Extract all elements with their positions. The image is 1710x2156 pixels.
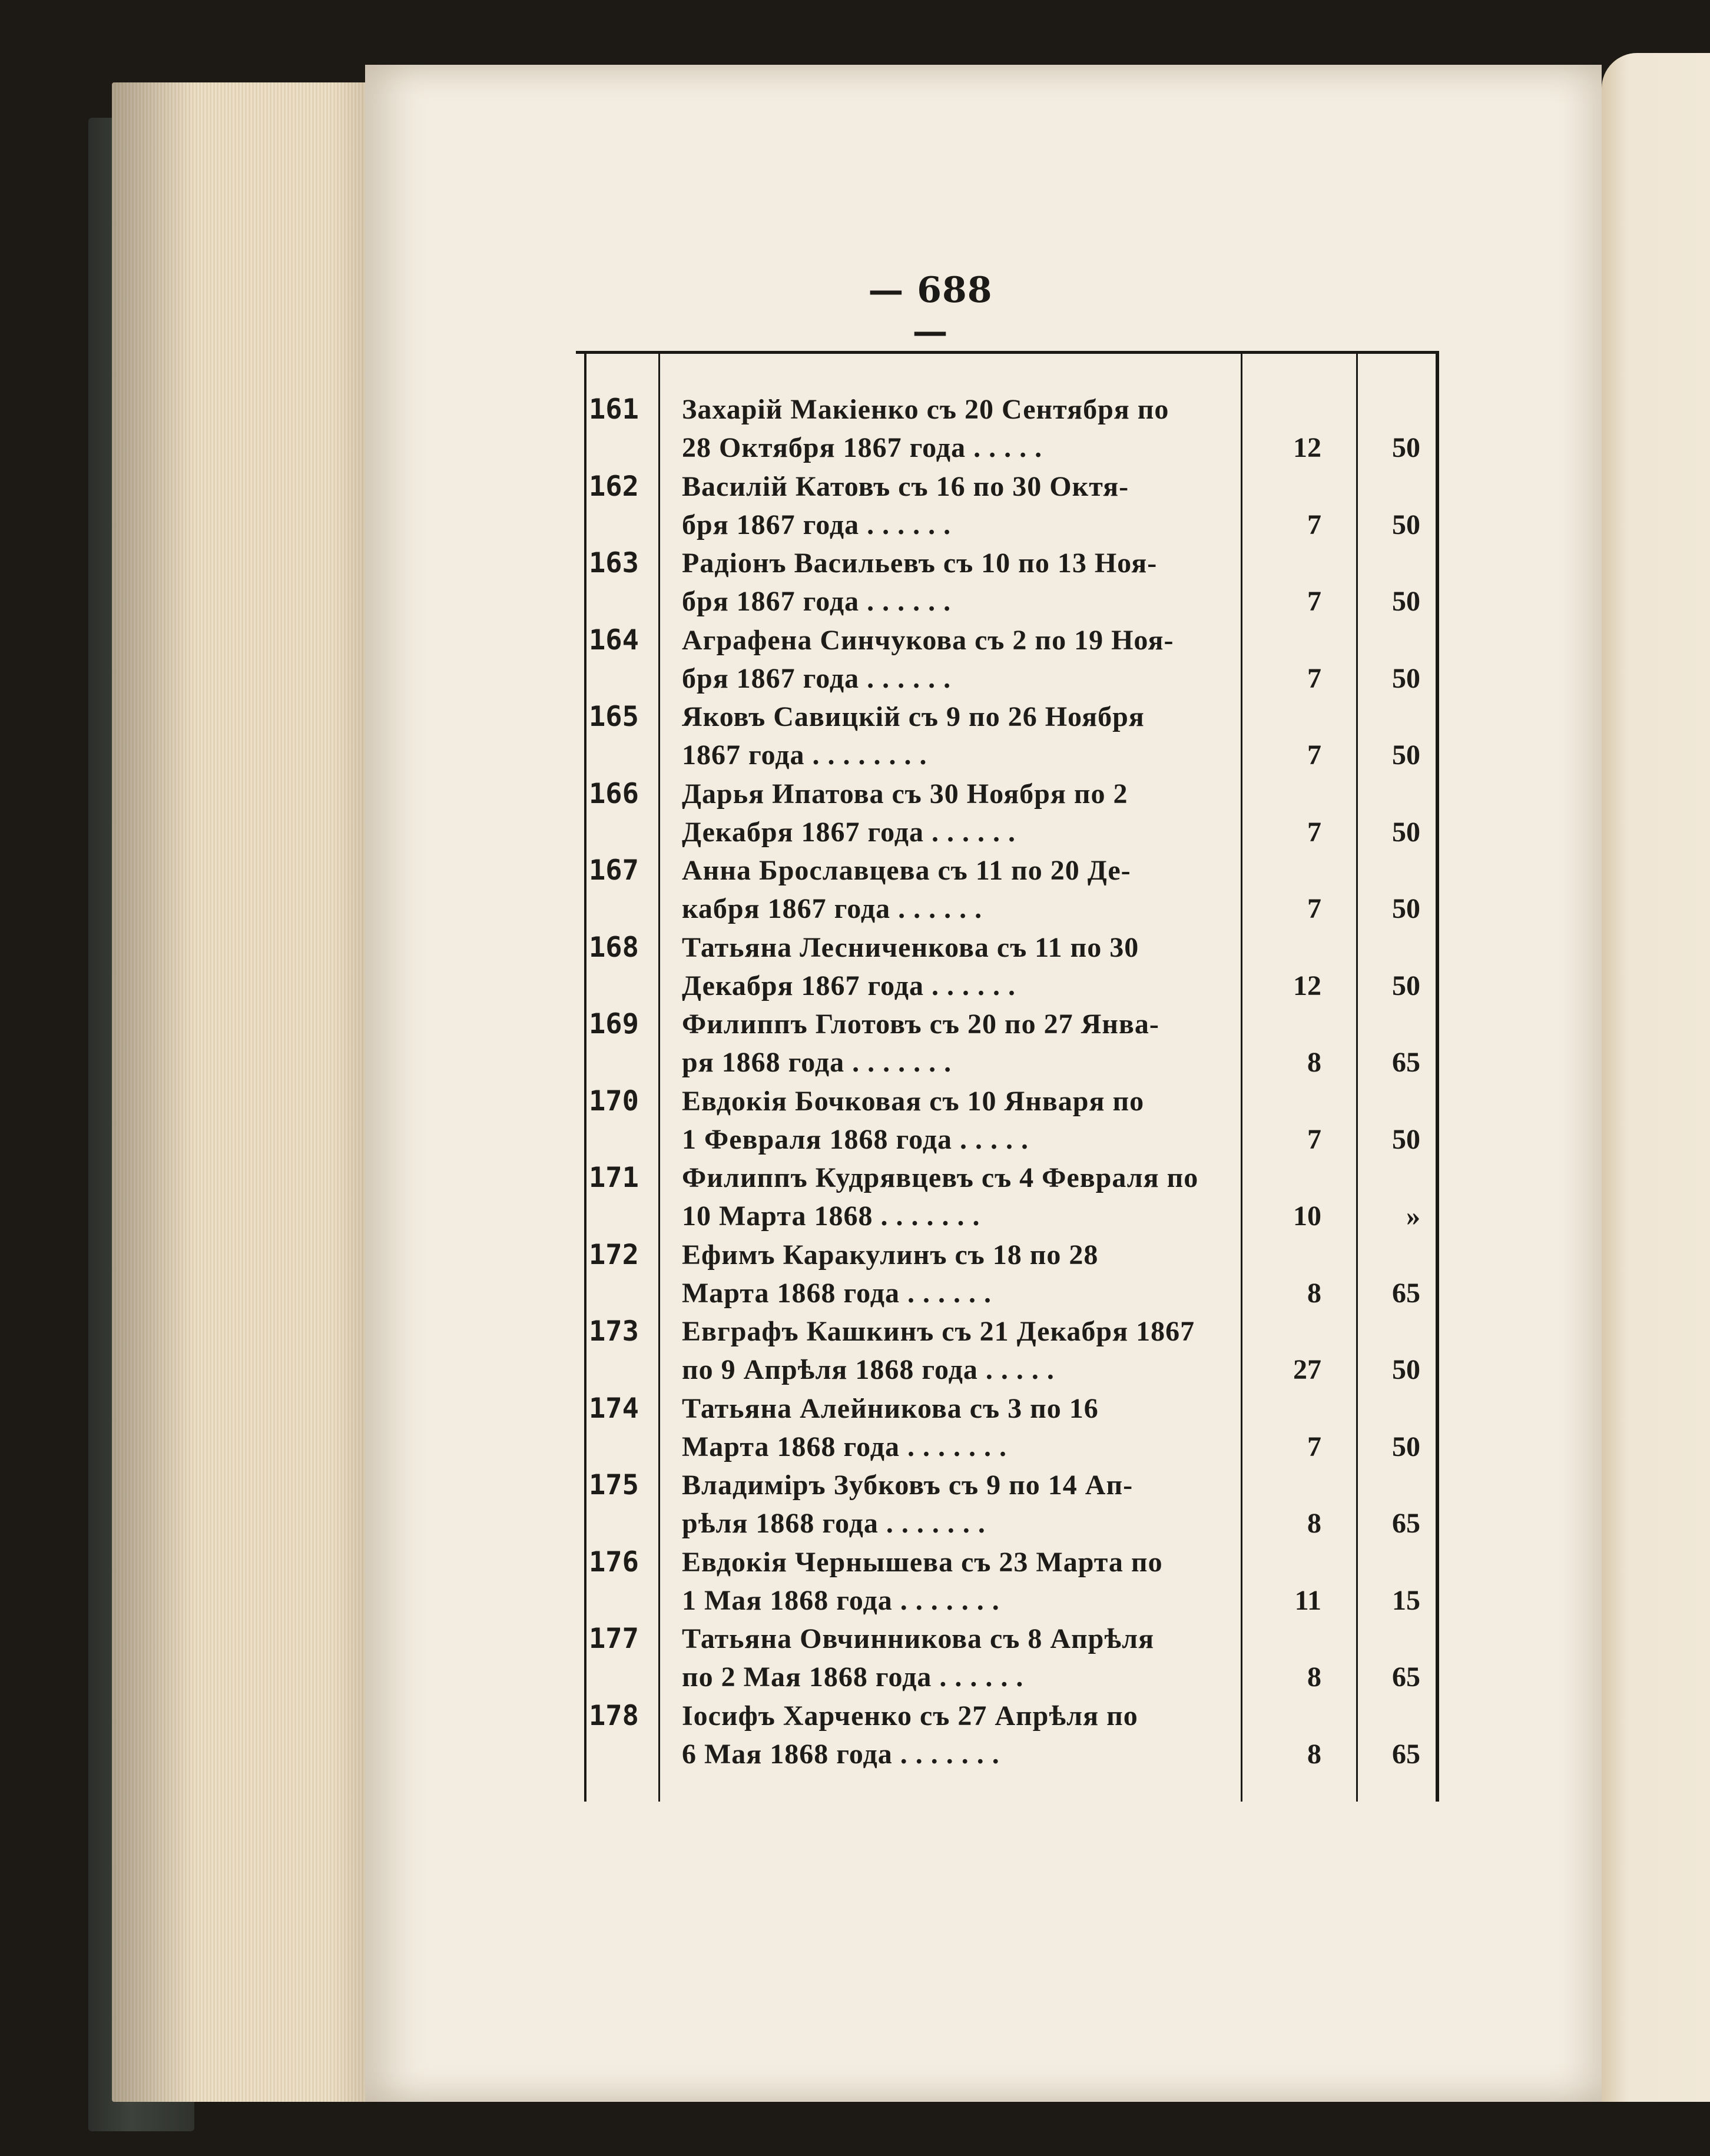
entry-rubles: 27 — [1293, 1354, 1321, 1385]
entry-number: 172 — [589, 1238, 639, 1271]
entry-text-line2: ря 1868 года . . . . . . . — [682, 1047, 952, 1078]
entry-rubles: 12 — [1293, 432, 1321, 463]
entry-rubles: 7 — [1307, 816, 1321, 848]
entry-text-line1: Евдокія Чернышева съ 23 Марта по — [682, 1546, 1163, 1578]
entry-kopecks: 50 — [1392, 816, 1420, 848]
entry-number: 176 — [589, 1545, 639, 1578]
entry-number: 166 — [589, 777, 639, 810]
entry-number: 164 — [589, 623, 639, 656]
column-rule-num — [658, 353, 660, 1802]
entry-text-line2: бря 1867 года . . . . . . — [682, 586, 952, 617]
entry-number: 175 — [589, 1469, 639, 1501]
entry-text-line2: по 9 Апрѣля 1868 года . . . . . — [682, 1354, 1055, 1385]
entry-rubles: 7 — [1307, 739, 1321, 771]
entry-kopecks: 65 — [1392, 1661, 1420, 1693]
entry-text-line1: Евграфъ Кашкинъ съ 21 Декабря 1867 — [682, 1316, 1195, 1347]
entry-text-line2: 28 Октября 1867 года . . . . . — [682, 432, 1043, 463]
entry-kopecks: 65 — [1392, 1277, 1420, 1309]
facing-page — [1602, 53, 1710, 2102]
entry-text-line2: 1 Февраля 1868 года . . . . . — [682, 1123, 1029, 1155]
entry-number: 170 — [589, 1084, 639, 1117]
entry-number: 178 — [589, 1699, 639, 1732]
entry-text-line1: Василій Катовъ съ 16 по 30 Октя- — [682, 470, 1129, 502]
entry-text-line2: кабря 1867 года . . . . . . — [682, 893, 983, 924]
entry-text-line1: Филиппъ Кудрявцевъ съ 4 Февраля по — [682, 1162, 1199, 1193]
entry-number: 173 — [589, 1315, 639, 1348]
entry-rubles: 8 — [1307, 1661, 1321, 1693]
entry-kopecks: 50 — [1392, 1354, 1420, 1385]
entry-rubles: 8 — [1307, 1508, 1321, 1539]
entry-kopecks: 65 — [1392, 1738, 1420, 1770]
entry-text-line2: бря 1867 года . . . . . . — [682, 662, 952, 694]
entry-text-line1: Филиппъ Глотовъ съ 20 по 27 Янва- — [682, 1009, 1159, 1040]
entry-text-line1: Радіонъ Васильевъ съ 10 по 13 Ноя- — [682, 548, 1158, 579]
entry-rubles: 7 — [1307, 1431, 1321, 1462]
column-rule-left — [584, 353, 586, 1802]
entry-kopecks: 65 — [1392, 1508, 1420, 1539]
entry-kopecks: 50 — [1392, 662, 1420, 694]
entry-number: 177 — [589, 1623, 639, 1655]
entry-text-line1: Татьяна Алейникова съ 3 по 16 — [682, 1392, 1099, 1424]
entry-kopecks: 50 — [1392, 586, 1420, 617]
entry-text-line2: бря 1867 года . . . . . . — [682, 509, 952, 540]
entry-number: 165 — [589, 701, 639, 733]
entry-kopecks: 15 — [1392, 1584, 1420, 1616]
entry-text-line1: Іосифъ Харченко съ 27 Апрѣля по — [682, 1700, 1138, 1732]
entry-text-line1: Ефимъ Каракулинъ съ 18 по 28 — [682, 1239, 1099, 1271]
column-rule-text — [1241, 353, 1242, 1802]
entry-number: 167 — [589, 854, 639, 887]
entry-text-line1: Захарій Макіенко съ 20 Сентября по — [682, 394, 1169, 425]
entry-text-line2: Марта 1868 года . . . . . . — [682, 1277, 992, 1309]
entry-rubles: 11 — [1294, 1584, 1321, 1616]
entry-kopecks: » — [1406, 1200, 1420, 1232]
entry-rubles: 7 — [1307, 509, 1321, 540]
entry-text-line2: Марта 1868 года . . . . . . . — [682, 1431, 1008, 1462]
entry-text-line2: 6 Мая 1868 года . . . . . . . — [682, 1738, 1000, 1770]
entry-text-line1: Дарья Ипатова съ 30 Ноября по 2 — [682, 778, 1128, 810]
entry-number: 169 — [589, 1008, 639, 1040]
entry-kopecks: 50 — [1392, 1123, 1420, 1155]
page-number: — 688 — — [868, 270, 993, 352]
entry-rubles: 10 — [1293, 1200, 1321, 1232]
column-rule-right — [1436, 353, 1439, 1802]
entry-number: 163 — [589, 547, 639, 579]
entry-rubles: 8 — [1307, 1047, 1321, 1078]
entry-rubles: 7 — [1307, 1123, 1321, 1155]
entry-kopecks: 65 — [1392, 1047, 1420, 1078]
entry-text-line1: Татьяна Овчинникова съ 8 Апрѣля — [682, 1623, 1155, 1654]
entry-number: 162 — [589, 470, 639, 503]
entry-text-line1: Аграфена Синчукова съ 2 по 19 Ноя- — [682, 624, 1174, 656]
entry-text-line2: 1 Мая 1868 года . . . . . . . — [682, 1584, 1000, 1616]
entry-text-line2: 1867 года . . . . . . . . — [682, 739, 927, 771]
entry-text-line2: 10 Марта 1868 . . . . . . . — [682, 1200, 980, 1232]
entry-text-line1: Татьяна Лесниченкова съ 11 по 30 — [682, 931, 1139, 963]
entry-number: 171 — [589, 1162, 639, 1194]
page-edges-shade — [112, 82, 389, 2102]
entry-text-line1: Яковъ Савицкій съ 9 по 26 Ноября — [682, 701, 1145, 732]
entry-kopecks: 50 — [1392, 432, 1420, 463]
entry-number: 168 — [589, 931, 639, 964]
entry-text-line1: Анна Брославцева съ 11 по 20 Де- — [682, 855, 1131, 886]
entry-kopecks: 50 — [1392, 893, 1420, 924]
entry-text-line1: Евдокія Бочковая съ 10 Января по — [682, 1085, 1145, 1117]
entry-number: 161 — [589, 393, 639, 426]
entry-text-line2: рѣля 1868 года . . . . . . . — [682, 1508, 986, 1539]
entry-kopecks: 50 — [1392, 509, 1420, 540]
entry-rubles: 8 — [1307, 1738, 1321, 1770]
entry-rubles: 12 — [1293, 970, 1321, 1001]
entry-kopecks: 50 — [1392, 970, 1420, 1001]
entry-number: 174 — [589, 1392, 639, 1425]
entry-text-line2: Декабря 1867 года . . . . . . — [682, 970, 1016, 1001]
entry-text-line2: Декабря 1867 года . . . . . . — [682, 816, 1016, 848]
entry-rubles: 7 — [1307, 586, 1321, 617]
entry-rubles: 7 — [1307, 893, 1321, 924]
entry-rubles: 8 — [1307, 1277, 1321, 1309]
entry-rubles: 7 — [1307, 662, 1321, 694]
entry-kopecks: 50 — [1392, 739, 1420, 771]
entry-text-line2: по 2 Мая 1868 года . . . . . . — [682, 1661, 1024, 1693]
entry-kopecks: 50 — [1392, 1431, 1420, 1462]
entry-text-line1: Владиміръ Зубковъ съ 9 по 14 Ап- — [682, 1470, 1134, 1501]
